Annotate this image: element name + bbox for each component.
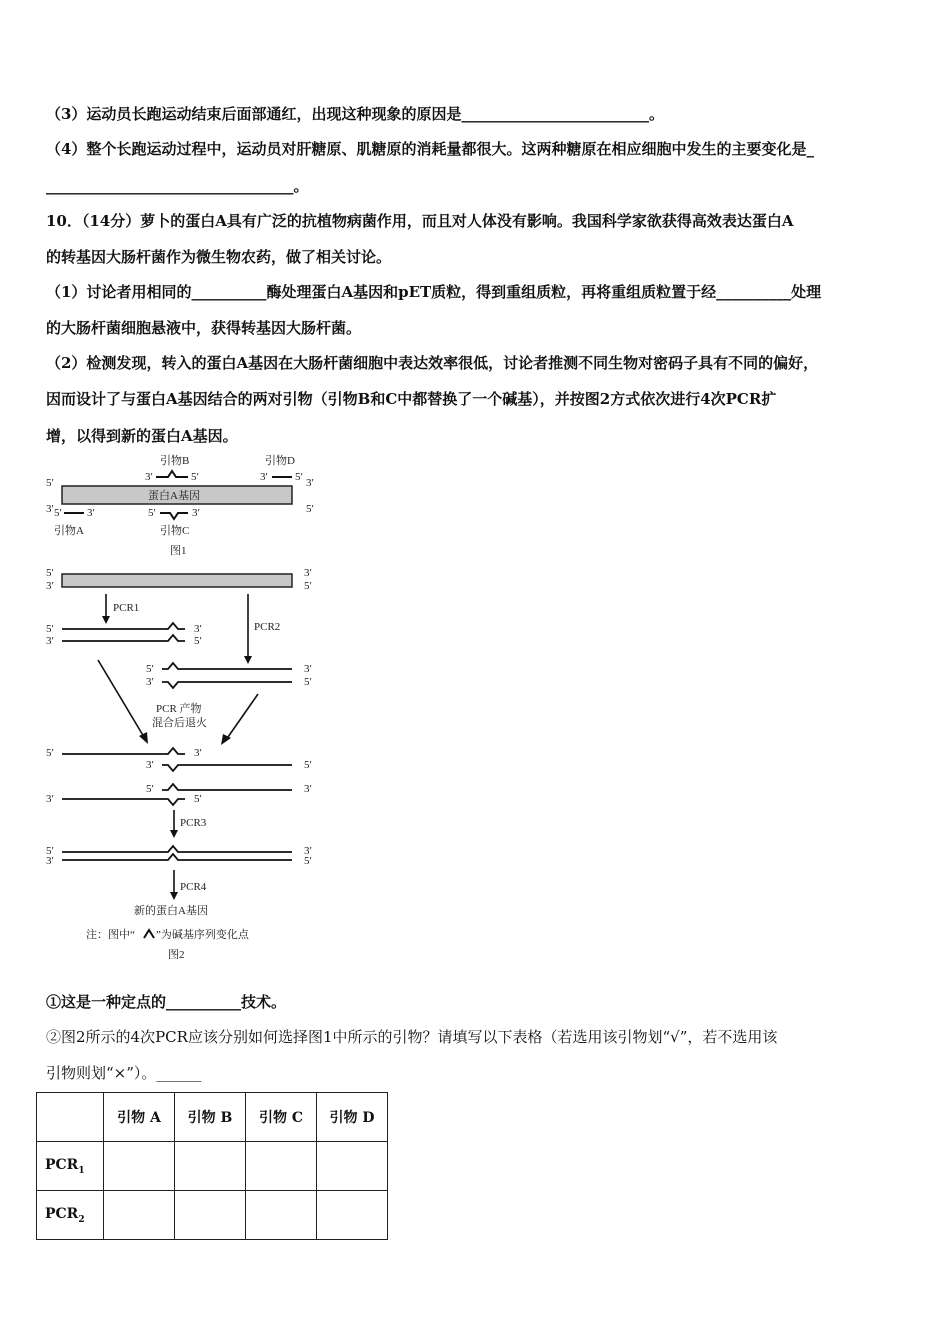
question-10-part2: （2）检测发现，转入的蛋白A基因在大肠杆菌细胞中表达效率很低，讨论者推测不同生物对密码子具有不同的偏好， [46,354,819,372]
sub-question-1: ①这是一种定点的__________技术。 [46,993,287,1011]
svg-text:3′: 3′ [145,471,153,483]
svg-text:5′: 5′ [304,759,312,771]
question-10-part1-2: 的大肠杆菌细胞悬液中，获得转基因大肠杆菌。 [46,319,362,337]
svg-text:3′: 3′ [46,580,54,592]
answer-cell[interactable] [104,1191,175,1240]
primer-c-strand [160,513,188,519]
table-header-cell: 引物 A [104,1093,175,1142]
svg-text:5′: 5′ [46,567,54,579]
svg-text:5′: 5′ [46,623,54,635]
svg-text:3′: 3′ [46,793,54,805]
answer-cell[interactable] [317,1191,388,1240]
svg-text:5′: 5′ [304,580,312,592]
svg-text:3′: 3′ [194,747,202,759]
svg-text:3′: 3′ [304,567,312,579]
row-label: $PCR_1$ [37,1142,104,1191]
svg-text:5′: 5′ [46,845,54,857]
question-10-intro-2: 的转基因大肠杆菌作为微生物农药，做了相关讨论。 [46,248,392,266]
question-4-blank: _________________________________。 [46,177,309,195]
change-point-icon [144,930,154,938]
svg-text:3′: 3′ [46,503,54,515]
svg-text:5′: 5′ [146,783,154,795]
mix-label-2: 混合后退火 [152,717,207,729]
question-3: （3）运动员长跑运动结束后面部通红，出现这种现象的原因是_________________________。 [46,105,664,123]
svg-text:5′: 5′ [194,635,202,647]
answer-cell[interactable] [246,1191,317,1240]
svg-text:5′: 5′ [146,663,154,675]
primer-d-label: 引物D [265,455,295,467]
question-10-part2-3: 增，以得到新的蛋白A基因。 [46,427,238,445]
answer-cell[interactable] [104,1142,175,1191]
pcr1-label: PCR1 [113,602,140,614]
question-10-part2-2: 因而设计了与蛋白A基因结合的两对引物（引物B和C中都替换了一个碱基），并按图2方式依次进行4次PCR扩 [46,390,777,408]
primer-b-strand [156,471,188,477]
gene-label: 蛋白A基因 [148,490,200,502]
svg-text:5′: 5′ [304,676,312,688]
pcr-diagram [40,450,330,965]
svg-text:5′: 5′ [304,855,312,867]
primer-a-label: 引物A [54,525,84,537]
answer-cell[interactable] [175,1142,246,1191]
svg-text:5′: 5′ [46,747,54,759]
svg-text:3′: 3′ [306,477,314,489]
pcr4-label: PCR4 [180,881,207,893]
table-header-cell: 引物 D [317,1093,388,1142]
svg-text:5′: 5′ [54,507,62,519]
answer-cell[interactable] [317,1142,388,1191]
svg-text:5′: 5′ [191,471,199,483]
pcr2-label: PCR2 [254,621,281,633]
sub-question-2: ②图2所示的4次PCR应该分别如何选择图1中所示的引物？请填写以下表格（若选用该引物划“√”，若不选用该 [46,1028,778,1046]
svg-text:3′: 3′ [46,855,54,867]
table-row [37,1142,388,1191]
primer-b-label: 引物B [160,455,190,467]
svg-text:3′: 3′ [192,507,200,519]
svg-text:3′: 3′ [304,663,312,675]
question-4: （4）整个长跑运动过程中，运动员对肝糖原、肌糖原的消耗量都很大。这两种糖原在相应细胞中发生的主要变化是_ [46,140,814,158]
table-header-cell [37,1093,104,1142]
note-suffix: ”为碱基序列变化点 [156,929,249,941]
primer-selection-table [36,1092,388,1240]
svg-text:5′: 5′ [194,793,202,805]
fig2-caption: 图2 [168,949,185,961]
sub-question-2-cont: 引物则划“×”）。______ [46,1064,202,1082]
new-gene-label: 新的蛋白A基因 [134,905,208,917]
answer-cell[interactable] [246,1142,317,1191]
primer-c-label: 引物C [160,525,190,537]
svg-text:3′: 3′ [46,635,54,647]
table-header-cell: 引物 B [175,1093,246,1142]
svg-text:5′: 5′ [295,471,303,483]
question-10-intro: 10．（14分）萝卜的蛋白A具有广泛的抗植物病菌作用，而且对人体没有影响。我国科学家欲获得高效表达蛋白A [46,212,794,230]
table-row [37,1191,388,1240]
template-dna [62,574,292,587]
svg-text:3′: 3′ [87,507,95,519]
svg-text:3′: 3′ [146,759,154,771]
note-prefix: 注：图中“ [86,929,135,941]
svg-text:3′: 3′ [304,845,312,857]
svg-text:3′: 3′ [260,471,268,483]
table-header-cell: 引物 C [246,1093,317,1142]
table-header-row [37,1093,388,1142]
svg-text:5′: 5′ [46,477,54,489]
svg-text:5′: 5′ [148,507,156,519]
svg-text:3′: 3′ [146,676,154,688]
svg-text:5′: 5′ [306,503,314,515]
mix-label-1: PCR 产物 [156,703,202,715]
row-label: $PCR_2$ [37,1191,104,1240]
pcr3-label: PCR3 [180,817,207,829]
question-10-part1: （1）讨论者用相同的__________酶处理蛋白A基因和pET质粒，得到重组质粒，再将重组质粒置于经__________处理 [46,283,822,301]
svg-text:3′: 3′ [304,783,312,795]
answer-cell[interactable] [175,1191,246,1240]
svg-text:3′: 3′ [194,623,202,635]
fig1-caption: 图1 [170,545,187,557]
